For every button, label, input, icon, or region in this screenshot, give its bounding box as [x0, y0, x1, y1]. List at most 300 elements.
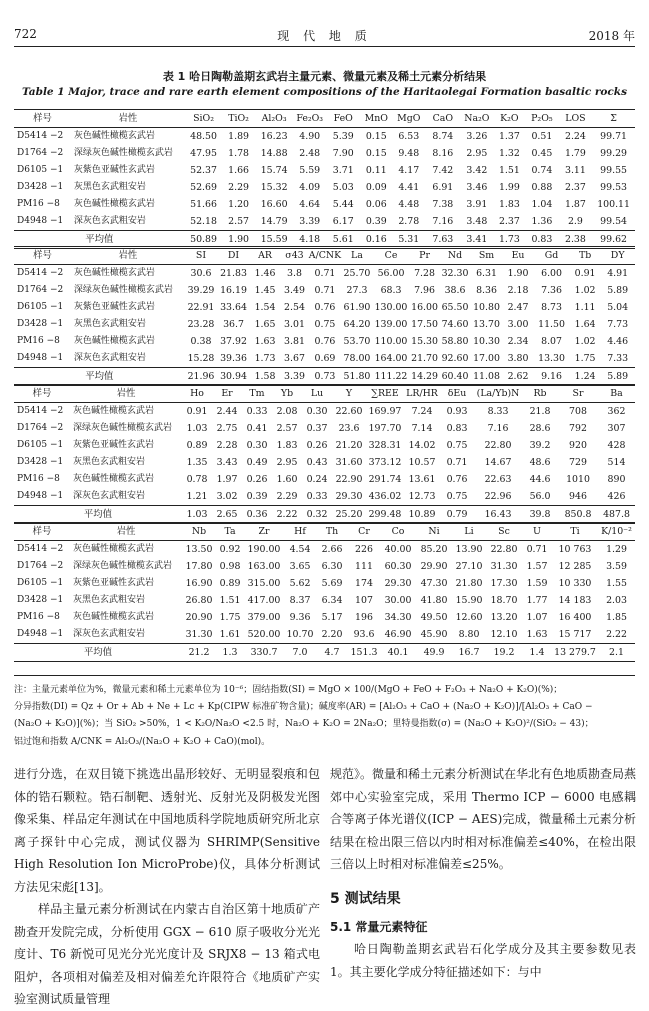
value-cell: 0.49 [246, 457, 268, 468]
header-cell: Ho [182, 385, 212, 403]
sample-id-cell: D5414 −2 [17, 131, 64, 141]
average-value: 330.7 [244, 644, 284, 662]
value-cell: 6.00 [541, 268, 562, 279]
value-cell: 28.6 [529, 423, 551, 434]
value-cell: 9.48 [398, 148, 420, 159]
value-cell: 10.70 [286, 629, 314, 640]
header-cell: U [522, 523, 552, 541]
value-cell: 12.10 [490, 629, 518, 640]
value-cell: 1.35 [186, 457, 208, 468]
value-cell: 15.30 [411, 336, 438, 347]
value-cell: 2.95 [276, 457, 298, 468]
lithology-cell: 灰色碱性橄榄玄武岩 [73, 336, 155, 346]
value-cell: 2.75 [216, 423, 238, 434]
header-cell: Eu [503, 247, 533, 265]
paragraph: 规范》。微量和稀土元素分析测试在华北有色地质勘查局燕郊中心实验室完成，采用 Thermo ICP − 6000 电感耦合等离子体光谱仪(ICP − AES)完成，微量稀土元素分析结果在检出限三倍以内时相对标准偏差≤40%，在检出限三倍以上时相对标准偏差≤25%。 [330, 767, 637, 871]
average-value: 49.9 [416, 644, 452, 662]
value-cell: 3.46 [466, 182, 488, 193]
sample-id-cell: D4948 −1 [17, 216, 64, 226]
average-value: 1.24 [570, 368, 600, 386]
journal-name: 现 代 地 质 [277, 29, 372, 43]
value-cell: 7.38 [432, 199, 454, 210]
value-cell: 3.91 [466, 199, 488, 210]
average-value: 0.36 [242, 506, 272, 524]
value-cell: 1.85 [606, 612, 627, 623]
value-cell: 0.98 [219, 561, 241, 572]
value-cell: 1.45 [254, 285, 276, 296]
header-cell: Er [212, 385, 242, 403]
table-row [14, 128, 635, 146]
value-cell: 26.80 [185, 595, 213, 606]
value-cell: 3.67 [284, 353, 305, 364]
header-cell: P₂O₅ [525, 110, 559, 128]
lithology-cell: 灰色碱性橄榄玄武岩 [73, 474, 155, 484]
value-cell: 174 [355, 578, 373, 589]
value-cell: 3.01 [284, 319, 305, 330]
average-value: 21.2 [182, 644, 216, 662]
header-cell: Ni [416, 523, 452, 541]
header-cell: DY [600, 247, 635, 265]
value-cell: 130.00 [374, 302, 408, 313]
sample-id-cell: D4948 −1 [17, 491, 64, 501]
value-cell: 3.49 [284, 285, 305, 296]
value-cell: 946 [569, 491, 587, 502]
sample-id-cell: D1764 −2 [17, 423, 64, 433]
value-cell: 41.80 [420, 595, 448, 606]
lithology-cell: 深绿灰色碱性橄榄玄武岩 [73, 285, 173, 295]
value-cell: 1.11 [574, 302, 596, 313]
value-cell: 100.11 [597, 199, 630, 210]
value-cell: 13.70 [473, 319, 500, 330]
value-cell: 99.55 [600, 165, 628, 176]
paragraph: 样品主量元素分析测试在内蒙古自治区第十地质矿产勘查开发院完成，分析使用 GGX − 610 原子吸收分光光度计、T6 新悦可见光分光光度计及 SRJX8 − 13 箱式电阻炉，各项相对偏差及相对偏差允许限符合《地质矿产实验室测试质量管理 [14, 902, 320, 1006]
value-cell: 7.96 [414, 285, 435, 296]
value-cell: 49.50 [420, 612, 448, 623]
value-cell: 99.53 [600, 182, 628, 193]
average-value: 11.08 [470, 368, 503, 386]
value-cell: 8.16 [432, 148, 454, 159]
value-cell: 0.76 [446, 474, 468, 485]
average-value: 15.59 [255, 231, 294, 249]
lithology-cell: 灰紫色亚碱性玄武岩 [73, 302, 155, 312]
average-value: 30.94 [217, 368, 250, 386]
value-cell: 31.30 [490, 561, 518, 572]
lithology-cell: 灰黑色玄武粗安岩 [73, 182, 146, 192]
value-cell: 164.00 [374, 353, 408, 364]
value-cell: 1.02 [574, 285, 596, 296]
value-cell: 0.75 [446, 491, 468, 502]
note-line: 注：主量元素单位为%，微量元素和稀土元素单位为 10⁻⁶；固结指数(SI) = MgO × 100/(MgO + FeO + F₂O₃ + Na₂O + K₂O)(%)； [14, 685, 563, 695]
average-value: 2.38 [559, 231, 593, 249]
value-cell: 12 285 [558, 561, 592, 572]
value-cell: 44.6 [529, 474, 551, 485]
lithology-cell: 深灰色玄武粗安岩 [73, 629, 146, 639]
value-cell: 1.79 [564, 148, 586, 159]
table-row [14, 316, 635, 333]
header-cell: Li [452, 523, 486, 541]
average-value: 9.16 [533, 368, 570, 386]
average-value: 99.62 [592, 231, 635, 249]
value-cell: 45.90 [420, 629, 448, 640]
value-cell: 7.16 [432, 216, 454, 227]
header-cell: 岩性 [71, 247, 185, 265]
header-cell: 样号 [14, 523, 70, 541]
value-cell: 3.00 [507, 319, 529, 330]
value-cell: 2.37 [498, 216, 520, 227]
value-cell: 1.87 [564, 199, 586, 210]
value-cell: 1.20 [228, 199, 250, 210]
value-cell: 1.03 [186, 423, 208, 434]
value-cell: 428 [607, 440, 626, 451]
body-right-column [330, 763, 636, 983]
average-value: 1.3 [216, 644, 244, 662]
value-cell: 0.06 [365, 199, 387, 210]
value-cell: 5.39 [332, 131, 354, 142]
value-cell: 3.71 [332, 165, 354, 176]
table-notes [14, 682, 635, 751]
average-value: 0.16 [361, 231, 393, 249]
value-cell: 920 [569, 440, 587, 451]
value-cell: 0.15 [365, 148, 387, 159]
value-cell: 7.24 [411, 406, 433, 417]
value-cell: 23.28 [187, 319, 215, 330]
value-cell: 139.00 [374, 319, 408, 330]
value-cell: 1.75 [219, 612, 241, 623]
sample-id-cell: PM16 −8 [17, 474, 60, 484]
table-row [14, 437, 635, 454]
value-cell: 0.69 [314, 353, 336, 364]
table-row [14, 333, 635, 350]
value-cell: 0.93 [446, 406, 468, 417]
value-cell: 0.83 [446, 423, 468, 434]
value-cell: 2.29 [228, 182, 250, 193]
value-cell: 426 [607, 491, 626, 502]
header-cell: Yb [272, 385, 302, 403]
value-cell: 2.78 [398, 216, 420, 227]
header-cell: Na₂O [460, 110, 494, 128]
header-cell: Ce [373, 247, 410, 265]
value-cell: 10.30 [473, 336, 500, 347]
value-cell: 2.44 [216, 406, 238, 417]
value-cell: 2.03 [606, 595, 627, 606]
value-cell: 1.65 [254, 319, 276, 330]
table-header-row [14, 110, 635, 128]
value-cell: 48.50 [190, 131, 217, 142]
value-cell: 29.90 [420, 561, 448, 572]
value-cell: 10 763 [558, 544, 592, 555]
value-cell: 9.36 [289, 612, 311, 623]
value-cell: 0.37 [306, 423, 328, 434]
value-cell: 39.29 [187, 285, 215, 296]
value-cell: 0.89 [186, 440, 208, 451]
average-value: 2.1 [598, 644, 635, 662]
value-cell: 47.30 [420, 578, 448, 589]
average-value: 0.83 [525, 231, 559, 249]
value-cell: 56.0 [529, 491, 551, 502]
value-cell: 1.97 [216, 474, 238, 485]
value-cell: 1.64 [574, 319, 596, 330]
value-cell: 32.30 [441, 268, 469, 279]
value-cell: 1.57 [526, 561, 548, 572]
value-cell: 107 [355, 595, 373, 606]
average-value: 2.65 [212, 506, 242, 524]
value-cell: 0.38 [190, 336, 212, 347]
value-cell: 27.10 [455, 561, 483, 572]
table-caption-en: Table 1 Major, trace and rare earth element compositions of the Haritaolegai Formation basaltic rocks [21, 86, 627, 98]
header-cell: Ba [598, 385, 635, 403]
value-cell: 22.80 [484, 440, 512, 451]
table-row [14, 488, 635, 506]
header-cell: Nb [182, 523, 216, 541]
average-value: 51.80 [341, 368, 373, 386]
value-cell: 1010 [566, 474, 590, 485]
value-cell: 22.60 [335, 406, 363, 417]
value-cell: 4.54 [289, 544, 311, 555]
value-cell: 2.54 [284, 302, 305, 313]
value-cell: 379.00 [247, 612, 281, 623]
value-cell: 5.03 [332, 182, 354, 193]
header-cell: TiO₂ [222, 110, 255, 128]
value-cell: 33.64 [220, 302, 247, 313]
trace-element-table-3 [14, 522, 635, 662]
value-cell: 52.37 [190, 165, 217, 176]
value-cell: 21.20 [335, 440, 363, 451]
value-cell: 520.00 [247, 629, 281, 640]
average-value: 5.61 [326, 231, 361, 249]
value-cell: 0.75 [446, 440, 468, 451]
value-cell: 13.20 [490, 612, 518, 623]
header-cell: LR/HR [404, 385, 440, 403]
header-cell: Zr [244, 523, 284, 541]
average-value: 7.0 [284, 644, 316, 662]
lithology-cell: 灰色碱性橄榄玄武岩 [73, 268, 155, 278]
value-cell: 1.66 [228, 165, 250, 176]
value-cell: 0.41 [246, 423, 268, 434]
value-cell: 30.00 [384, 595, 412, 606]
sample-id-cell: D6105 −1 [17, 165, 64, 175]
value-cell: 85.20 [420, 544, 448, 555]
value-cell: 4.90 [299, 131, 321, 142]
value-cell: 3.65 [289, 561, 311, 572]
value-cell: 48.6 [529, 457, 551, 468]
value-cell: 13.61 [408, 474, 436, 485]
value-cell: 22.63 [484, 474, 512, 485]
value-cell: 2.47 [507, 302, 529, 313]
value-cell: 1.73 [254, 353, 276, 364]
header-cell: Lu [302, 385, 332, 403]
value-cell: 53.70 [343, 336, 371, 347]
lithology-cell: 灰紫色亚碱性玄武岩 [73, 578, 155, 588]
average-value: 0.79 [440, 506, 474, 524]
header-cell: FeO [326, 110, 361, 128]
value-cell: 0.15 [365, 131, 387, 142]
sample-id-cell: D4948 −1 [17, 629, 64, 639]
value-cell: 93.6 [353, 629, 375, 640]
value-cell: 8.36 [476, 285, 497, 296]
value-cell: 7.28 [414, 268, 435, 279]
value-cell: 0.71 [314, 268, 336, 279]
note-line: 分异指数(DI) = Qz + Or + Ab + Ne + Lc + Kp(CIPW 标准矿物含量)；碱度率(AR) = [Al₂O₃ + CaO + (Na₂O + K₂O)]/[Al₂O₃ + CaO − [14, 702, 593, 713]
value-cell: 36.7 [223, 319, 244, 330]
value-cell: 3.39 [299, 216, 321, 227]
header-cell: Gd [533, 247, 570, 265]
value-cell: 68.3 [380, 285, 402, 296]
value-cell: 52.69 [190, 182, 217, 193]
value-cell: 10.57 [408, 457, 436, 468]
value-cell: 0.71 [526, 544, 548, 555]
average-value: 21.96 [185, 368, 218, 386]
value-cell: 58.80 [441, 336, 469, 347]
average-value: 1.58 [250, 368, 280, 386]
header-cell: K₂O [494, 110, 526, 128]
sample-id-cell: PM16 −8 [17, 612, 60, 622]
header-cell: Nd [440, 247, 470, 265]
value-cell: 0.45 [531, 148, 553, 159]
value-cell: 65.50 [441, 302, 469, 313]
lithology-cell: 灰紫色亚碱性玄武岩 [73, 165, 155, 175]
value-cell: 25.70 [343, 268, 371, 279]
table-row [14, 541, 635, 559]
average-value: 1.73 [494, 231, 526, 249]
value-cell: 15 717 [558, 629, 592, 640]
page-header [14, 27, 635, 47]
average-value: 5.31 [392, 231, 426, 249]
value-cell: 2.66 [321, 544, 343, 555]
value-cell: 13.30 [538, 353, 565, 364]
value-cell: 30.6 [190, 268, 212, 279]
sample-id-cell: D5414 −2 [17, 406, 64, 416]
lithology-cell: 深绿灰色碱性橄榄玄武岩 [73, 148, 173, 158]
value-cell: 1.54 [254, 302, 276, 313]
value-cell: 3.80 [507, 353, 529, 364]
value-cell: 7.14 [411, 423, 433, 434]
value-cell: 1.32 [498, 148, 520, 159]
value-cell: 4.09 [299, 182, 321, 193]
value-cell: 0.71 [314, 285, 336, 296]
average-value: 13 279.7 [552, 644, 598, 662]
value-cell: 15.28 [187, 353, 215, 364]
body-left-column [14, 763, 320, 1011]
value-cell: 373.12 [368, 457, 402, 468]
header-cell: Sc [486, 523, 522, 541]
table-header-row [14, 523, 635, 541]
average-value: 1.4 [522, 644, 552, 662]
value-cell: 0.33 [246, 406, 268, 417]
value-cell: 14.67 [484, 457, 512, 468]
header-cell: MgO [392, 110, 426, 128]
header-cell: K/10⁻² [598, 523, 635, 541]
value-cell: 3.43 [216, 457, 238, 468]
value-cell: 1.59 [526, 578, 548, 589]
value-cell: 20.90 [185, 612, 213, 623]
header-cell: 样号 [14, 247, 71, 265]
value-cell: 417.00 [247, 595, 281, 606]
header-cell: Cr [348, 523, 380, 541]
value-cell: 15.32 [260, 182, 288, 193]
value-cell: 8.74 [432, 131, 454, 142]
value-cell: 61.90 [343, 302, 371, 313]
note-line: 铝过饱和指数 A/CNK = Al₂O₃/(Na₂O + K₂O + CaO)(mol)。 [14, 736, 271, 747]
average-value: 14.29 [409, 368, 439, 386]
header-cell: Ti [552, 523, 598, 541]
table-row [14, 626, 635, 644]
value-cell: 792 [569, 423, 587, 434]
value-cell: 111 [355, 561, 373, 572]
value-cell: 78.00 [343, 353, 371, 364]
value-cell: 14.02 [408, 440, 436, 451]
table-row [14, 196, 635, 213]
average-value: 7.63 [426, 231, 461, 249]
publication-year: 2018 年 [588, 29, 635, 43]
value-cell: 1.55 [606, 578, 627, 589]
value-cell: 2.22 [606, 629, 627, 640]
value-cell: 2.18 [507, 285, 529, 296]
value-cell: 0.39 [246, 491, 268, 502]
value-cell: 0.92 [219, 544, 241, 555]
header-cell: SI [185, 247, 218, 265]
table-header-row [14, 247, 635, 265]
table-row [14, 592, 635, 609]
value-cell: 3.48 [466, 216, 488, 227]
value-cell: 2.95 [466, 148, 488, 159]
header-cell: Y [332, 385, 366, 403]
sample-id-cell: D1764 −2 [17, 561, 64, 571]
value-cell: 0.88 [531, 182, 553, 193]
value-cell: 110.00 [374, 336, 408, 347]
header-cell: Pr [409, 247, 439, 265]
sample-id-cell: D6105 −1 [17, 440, 64, 450]
header-cell: Al₂O₃ [255, 110, 294, 128]
header-cell: ∑REE [366, 385, 404, 403]
value-cell: 51.66 [190, 199, 217, 210]
table-row [14, 609, 635, 626]
value-cell: 5.89 [607, 285, 629, 296]
value-cell: 3.11 [564, 165, 586, 176]
value-cell: 1.83 [276, 440, 298, 451]
average-value: 3.39 [280, 368, 308, 386]
header-cell: 岩性 [70, 523, 182, 541]
value-cell: 8.37 [289, 595, 311, 606]
value-cell: 14.88 [260, 148, 288, 159]
header-cell: 样号 [14, 110, 71, 128]
value-cell: 0.91 [186, 406, 208, 417]
value-cell: 0.76 [314, 336, 336, 347]
value-cell: 21.80 [455, 578, 483, 589]
header-cell: Hf [284, 523, 316, 541]
value-cell: 4.41 [398, 182, 420, 193]
table-row [14, 162, 635, 179]
sample-id-cell: D3428 −1 [17, 457, 64, 467]
value-cell: 1.46 [254, 268, 276, 279]
value-cell: 1.60 [276, 474, 298, 485]
average-value: 60.40 [440, 368, 470, 386]
value-cell: 2.57 [228, 216, 250, 227]
value-cell: 14 183 [558, 595, 592, 606]
value-cell: 1.63 [526, 629, 548, 640]
average-value: 4.7 [316, 644, 348, 662]
table-row [14, 558, 635, 575]
paragraph: 进行分选，在双目镜下挑选出晶形较好、无明显裂痕和包体的锆石颗粒。锆石制靶、透射光、反射光及阴极发光图像采集、样品定年测试在中国地质科学院地质研究所北京离子探针中心完成，测试仪器为 SHRIMP(Sensitive High Resolution Ion MicroProbe)仪，具体分析测试方法见宋彪[13]。 [14, 767, 320, 894]
value-cell: 196 [355, 612, 373, 623]
lithology-cell: 灰黑色玄武粗安岩 [73, 319, 146, 329]
value-cell: 7.36 [541, 285, 562, 296]
average-value: 111.22 [373, 368, 410, 386]
value-cell: 197.70 [368, 423, 402, 434]
page-number: 722 [14, 27, 37, 41]
lithology-cell: 深灰色玄武粗安岩 [73, 353, 146, 363]
header-cell: Th [316, 523, 348, 541]
value-cell: 22.90 [335, 474, 363, 485]
